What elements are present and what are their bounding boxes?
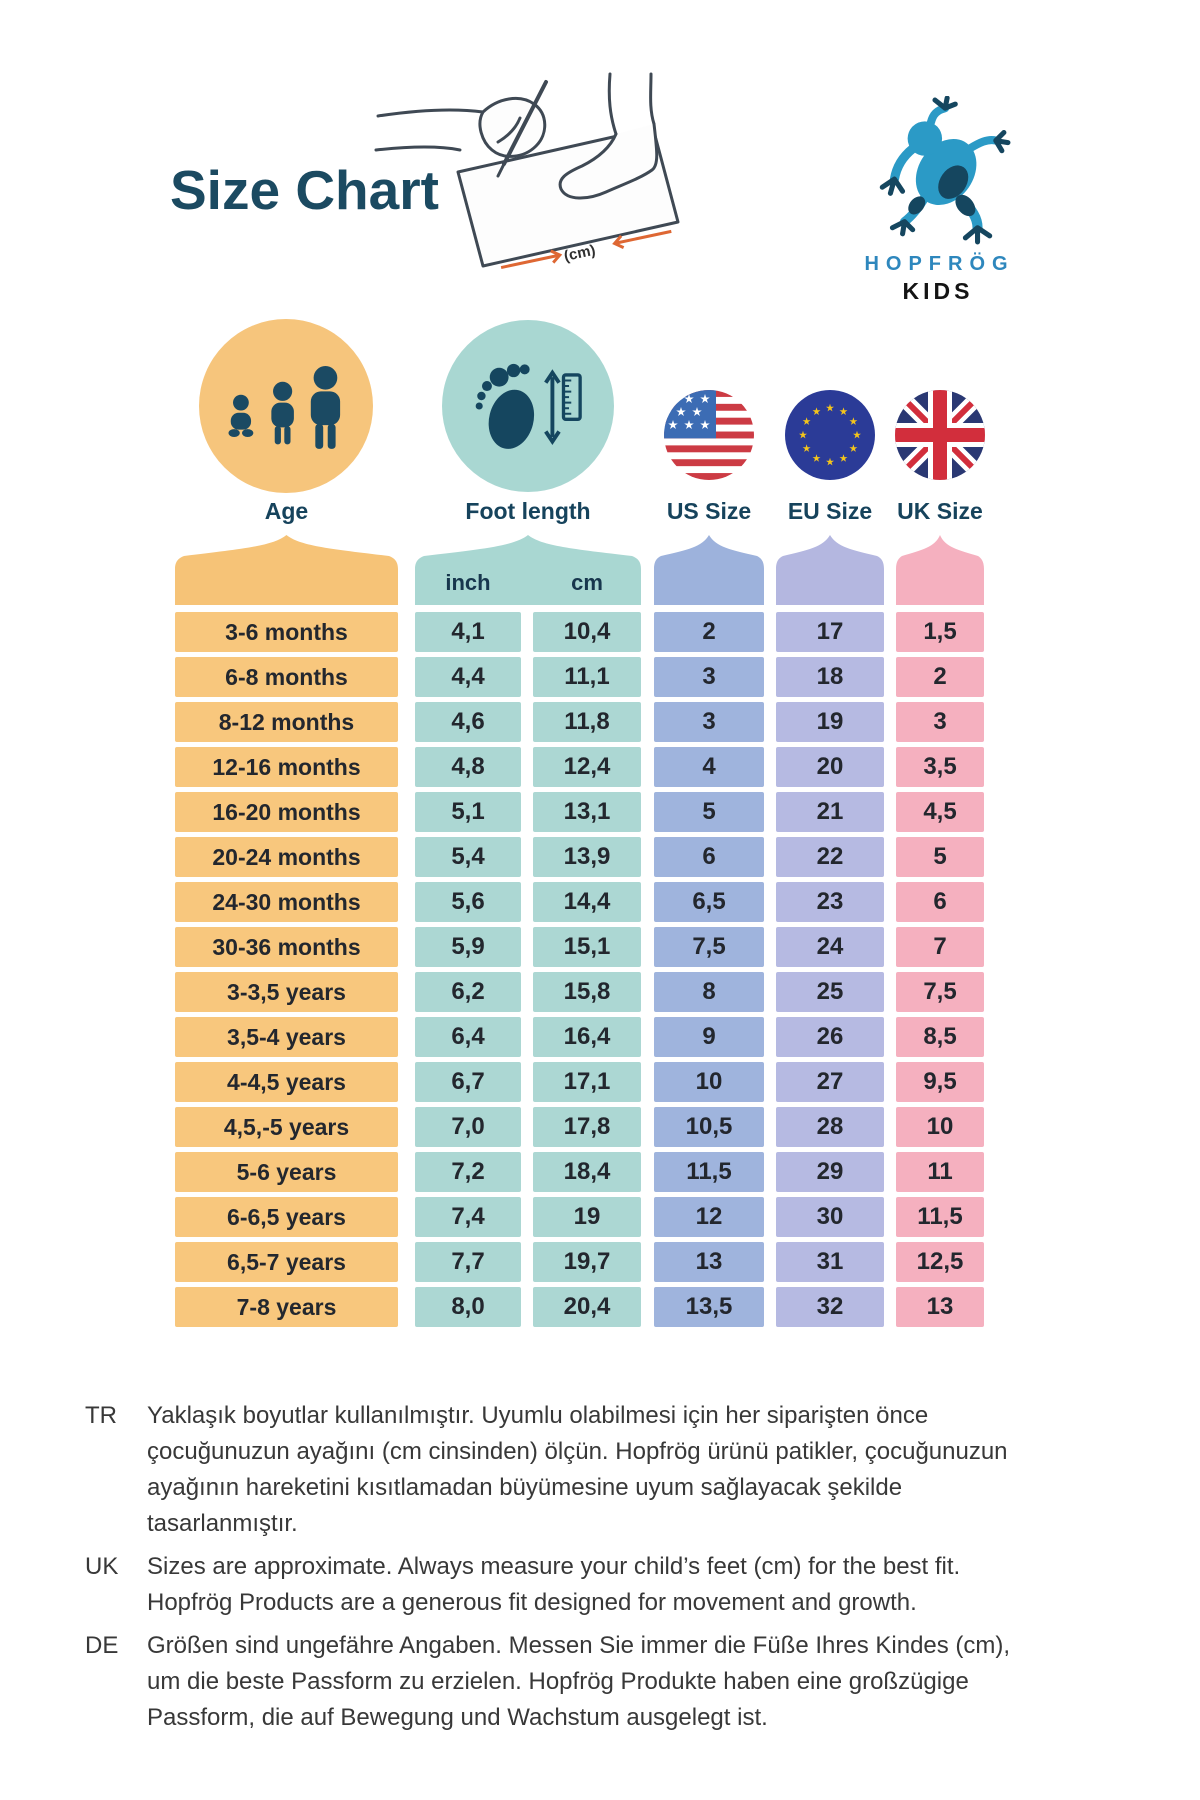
cell-r1-c5: 2 xyxy=(896,657,984,697)
cell-r8-c5: 7,5 xyxy=(896,972,984,1012)
cell-r12-c1: 7,2 xyxy=(415,1152,521,1192)
cell-r14-c0: 6,5-7 years xyxy=(175,1242,398,1282)
cell-r15-c2: 20,4 xyxy=(533,1287,641,1327)
cell-r10-c1: 6,7 xyxy=(415,1062,521,1102)
cell-r15-c0: 7-8 years xyxy=(175,1287,398,1327)
us-flag-icon xyxy=(664,390,754,480)
cell-r12-c3: 11,5 xyxy=(654,1152,764,1192)
cell-r15-c3: 13,5 xyxy=(654,1287,764,1327)
cell-r1-c4: 18 xyxy=(776,657,884,697)
cell-r8-c3: 8 xyxy=(654,972,764,1012)
cell-r3-c4: 20 xyxy=(776,747,884,787)
cell-r10-c0: 4-4,5 years xyxy=(175,1062,398,1102)
cell-r5-c3: 6 xyxy=(654,837,764,877)
cell-r13-c2: 19 xyxy=(533,1197,641,1237)
cell-r10-c3: 10 xyxy=(654,1062,764,1102)
cell-r0-c0: 3-6 months xyxy=(175,612,398,652)
note-lang: TR xyxy=(85,1402,117,1429)
cell-r11-c1: 7,0 xyxy=(415,1107,521,1147)
cell-r5-c2: 13,9 xyxy=(533,837,641,877)
cell-r11-c2: 17,8 xyxy=(533,1107,641,1147)
cell-r0-c2: 10,4 xyxy=(533,612,641,652)
subheader-cm: cm xyxy=(571,570,603,595)
cell-r13-c1: 7,4 xyxy=(415,1197,521,1237)
cell-r1-c2: 11,1 xyxy=(533,657,641,697)
cell-r15-c1: 8,0 xyxy=(415,1287,521,1327)
cell-r8-c2: 15,8 xyxy=(533,972,641,1012)
cell-r8-c0: 3-3,5 years xyxy=(175,972,398,1012)
cell-r7-c0: 30-36 months xyxy=(175,927,398,967)
page-title: Size Chart xyxy=(170,159,439,221)
cell-r13-c5: 11,5 xyxy=(896,1197,984,1237)
cell-r5-c0: 20-24 months xyxy=(175,837,398,877)
note-uk xyxy=(85,1549,1090,1621)
cell-r5-c5: 5 xyxy=(896,837,984,877)
cell-r14-c5: 12,5 xyxy=(896,1242,984,1282)
table-header-eu xyxy=(776,535,884,605)
cell-r10-c5: 9,5 xyxy=(896,1062,984,1102)
uk-flag-icon xyxy=(895,390,985,480)
cell-r2-c3: 3 xyxy=(654,702,764,742)
cell-r13-c0: 6-6,5 years xyxy=(175,1197,398,1237)
cell-r9-c4: 26 xyxy=(776,1017,884,1057)
cell-r11-c3: 10,5 xyxy=(654,1107,764,1147)
table-header-age xyxy=(175,535,398,605)
table-header-uk xyxy=(896,535,984,605)
cell-r0-c5: 1,5 xyxy=(896,612,984,652)
note-text: Yaklaşık boyutlar kullanılmıştır. Uyumlu olabilmesi için her siparişten önce çocuğunuzun ayağını (cm cinsinden) ölçün. Hopfrög ürünü patikler, çocuğunuzun ayağının hareketini kısıtlamadan büyümesine uyum sağlayacak şekilde tasarlanmıştır. xyxy=(147,1402,1008,1537)
cell-r0-c1: 4,1 xyxy=(415,612,521,652)
column-label-us: US Size xyxy=(666,498,752,524)
arm-outline xyxy=(378,110,483,116)
brand-sub: KIDS xyxy=(902,278,974,304)
cell-r10-c2: 17,1 xyxy=(533,1062,641,1102)
cell-r3-c1: 4,8 xyxy=(415,747,521,787)
cell-r6-c3: 6,5 xyxy=(654,882,764,922)
cell-r14-c4: 31 xyxy=(776,1242,884,1282)
cell-r13-c4: 30 xyxy=(776,1197,884,1237)
cell-r6-c1: 5,6 xyxy=(415,882,521,922)
foot-length-circle xyxy=(442,320,614,492)
cell-r11-c0: 4,5,-5 years xyxy=(175,1107,398,1147)
note-text: Sizes are approximate. Always measure your child’s feet (cm) for the best fit. Hopfrög Products are a generous fit designed for movement and growth. xyxy=(147,1553,961,1616)
cell-r2-c0: 8-12 months xyxy=(175,702,398,742)
cell-r2-c2: 11,8 xyxy=(533,702,641,742)
cell-r0-c3: 2 xyxy=(654,612,764,652)
cell-r7-c5: 7 xyxy=(896,927,984,967)
cell-r15-c4: 32 xyxy=(776,1287,884,1327)
cell-r7-c3: 7,5 xyxy=(654,927,764,967)
cell-r4-c3: 5 xyxy=(654,792,764,832)
cell-r9-c0: 3,5-4 years xyxy=(175,1017,398,1057)
cell-r6-c2: 14,4 xyxy=(533,882,641,922)
cell-r12-c5: 11 xyxy=(896,1152,984,1192)
cell-r6-c4: 23 xyxy=(776,882,884,922)
note-de xyxy=(85,1628,1090,1736)
cell-r12-c2: 18,4 xyxy=(533,1152,641,1192)
cell-r1-c0: 6-8 months xyxy=(175,657,398,697)
note-tr xyxy=(85,1398,1090,1542)
leg-outline xyxy=(609,74,616,134)
cell-r12-c0: 5-6 years xyxy=(175,1152,398,1192)
cell-r2-c5: 3 xyxy=(896,702,984,742)
cell-r8-c4: 25 xyxy=(776,972,884,1012)
cell-r4-c5: 4,5 xyxy=(896,792,984,832)
cell-r4-c0: 16-20 months xyxy=(175,792,398,832)
cell-r9-c5: 8,5 xyxy=(896,1017,984,1057)
cell-r3-c2: 12,4 xyxy=(533,747,641,787)
cell-r7-c4: 24 xyxy=(776,927,884,967)
foot-ruler-icon xyxy=(467,350,589,462)
cell-r3-c5: 3,5 xyxy=(896,747,984,787)
cell-r4-c2: 13,1 xyxy=(533,792,641,832)
cell-r4-c1: 5,1 xyxy=(415,792,521,832)
subheader-inch: inch xyxy=(445,570,491,595)
age-circle xyxy=(199,319,373,493)
cell-r14-c2: 19,7 xyxy=(533,1242,641,1282)
note-lang: DE xyxy=(85,1632,119,1659)
cell-r7-c1: 5,9 xyxy=(415,927,521,967)
cell-r2-c4: 19 xyxy=(776,702,884,742)
cell-r8-c1: 6,2 xyxy=(415,972,521,1012)
cell-r9-c3: 9 xyxy=(654,1017,764,1057)
note-lang: UK xyxy=(85,1553,119,1580)
cell-r14-c3: 13 xyxy=(654,1242,764,1282)
brand-name: HOPFRÖG xyxy=(864,253,1015,275)
column-label-uk: UK Size xyxy=(897,498,983,524)
cell-r9-c2: 16,4 xyxy=(533,1017,641,1057)
cell-r1-c1: 4,4 xyxy=(415,657,521,697)
frog-icon xyxy=(856,96,1016,248)
cell-r6-c5: 6 xyxy=(896,882,984,922)
table-header-us xyxy=(654,535,764,605)
cell-r0-c4: 17 xyxy=(776,612,884,652)
cell-r3-c3: 4 xyxy=(654,747,764,787)
age-group-icon xyxy=(224,360,348,452)
cm-caption: (cm) xyxy=(562,241,597,265)
note-text: Größen sind ungefähre Angaben. Messen Sie immer die Füße Ihres Kindes (cm), um die beste Passform zu erzielen. Hopfrög Produkte haben eine großzügige Passform, die auf Bewegung und Wachstum ausgelegt ist. xyxy=(147,1632,1011,1731)
cell-r2-c1: 4,6 xyxy=(415,702,521,742)
cell-r5-c1: 5,4 xyxy=(415,837,521,877)
column-label-eu: EU Size xyxy=(787,498,873,524)
cell-r11-c5: 10 xyxy=(896,1107,984,1147)
cell-r6-c0: 24-30 months xyxy=(175,882,398,922)
cell-r11-c4: 28 xyxy=(776,1107,884,1147)
brand-logo xyxy=(836,96,1036,305)
cell-r15-c5: 13 xyxy=(896,1287,984,1327)
column-label-age: Age xyxy=(264,498,309,524)
cell-r9-c1: 6,4 xyxy=(415,1017,521,1057)
cell-r5-c4: 22 xyxy=(776,837,884,877)
cell-r14-c1: 7,7 xyxy=(415,1242,521,1282)
footer-notes xyxy=(85,1398,1090,1743)
eu-flag-icon xyxy=(785,390,875,480)
cell-r4-c4: 21 xyxy=(776,792,884,832)
cell-r3-c0: 12-16 months xyxy=(175,747,398,787)
column-label-foot: Foot length xyxy=(465,498,591,524)
cell-r12-c4: 29 xyxy=(776,1152,884,1192)
cell-r10-c4: 27 xyxy=(776,1062,884,1102)
cell-r13-c3: 12 xyxy=(654,1197,764,1237)
foot-measuring-illustration-icon xyxy=(358,72,693,277)
cell-r1-c3: 3 xyxy=(654,657,764,697)
cell-r7-c2: 15,1 xyxy=(533,927,641,967)
